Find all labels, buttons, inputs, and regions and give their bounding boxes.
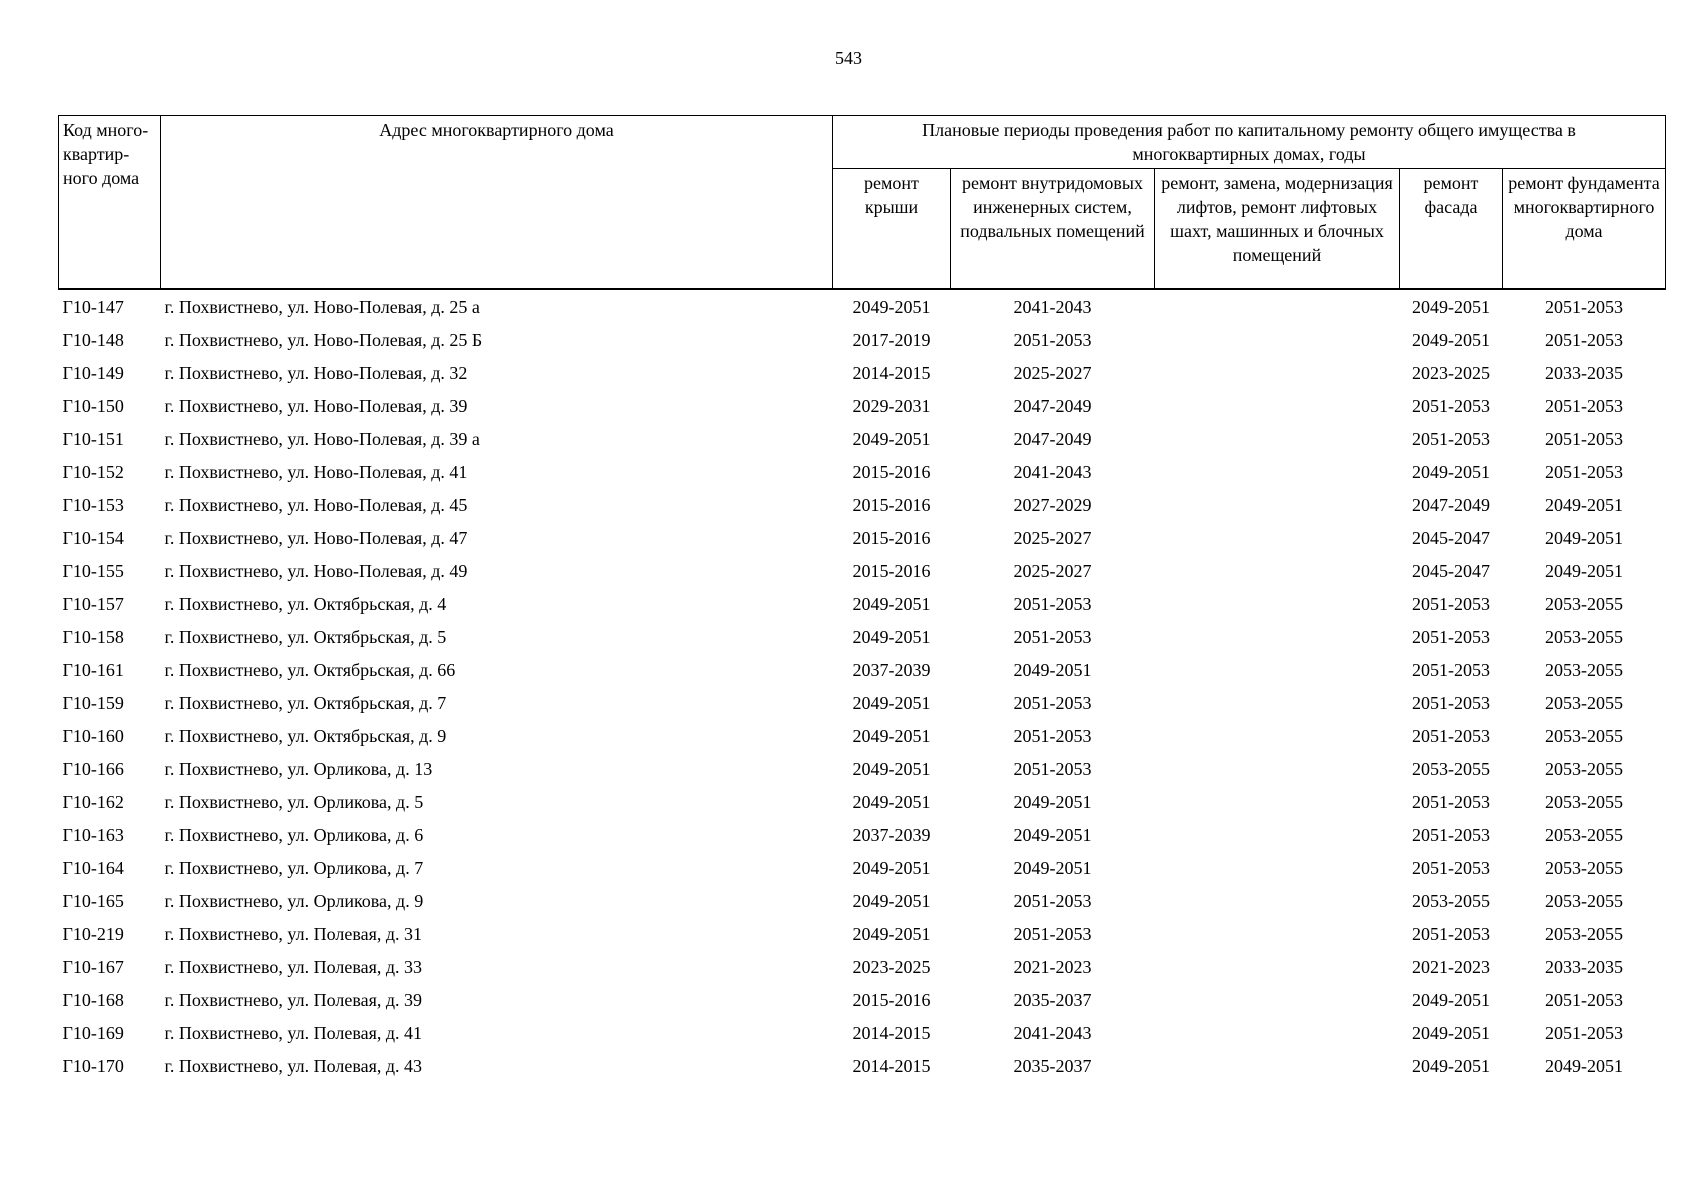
cell-facade: 2049-2051: [1412, 461, 1490, 482]
cell-lifts: [1155, 851, 1400, 884]
cell-facade: 2051-2053: [1412, 923, 1490, 944]
cell-systems: 2051-2053: [1013, 692, 1092, 713]
cell-systems: 2047-2049: [1013, 395, 1092, 416]
cell-address: г. Похвистнево, ул. Орликова, д. 9: [164, 890, 424, 911]
capital-repair-plan-table: [58, 115, 1666, 1082]
cell-roof: 2049-2051: [852, 890, 931, 911]
table-row: [59, 884, 1666, 917]
cell-lifts: [1155, 719, 1400, 752]
cell-address: г. Похвистнево, ул. Ново-Полевая, д. 45: [164, 494, 468, 515]
cell-foundation: 2051-2053: [1545, 395, 1623, 416]
cell-roof: 2049-2051: [852, 296, 931, 317]
table-row: [59, 719, 1666, 752]
cell-lifts: [1155, 950, 1400, 983]
cell-foundation: 2051-2053: [1545, 461, 1623, 482]
cell-foundation: 2053-2055: [1545, 791, 1623, 812]
cell-facade: 2047-2049: [1412, 494, 1490, 515]
cell-code: Г10-157: [62, 593, 124, 614]
header-foundation: ремонт фундамента многоквартирного дома: [1503, 169, 1666, 290]
header-facade: ремонт фасада: [1400, 169, 1503, 290]
cell-systems: 2021-2023: [1013, 956, 1092, 977]
table-row: [59, 785, 1666, 818]
cell-code: Г10-158: [62, 626, 124, 647]
cell-code: Г10-162: [62, 791, 124, 812]
cell-systems: 2041-2043: [1013, 1022, 1092, 1043]
cell-facade: 2049-2051: [1412, 296, 1490, 317]
cell-systems: 2025-2027: [1013, 560, 1092, 581]
cell-address: г. Похвистнево, ул. Ново-Полевая, д. 32: [164, 362, 468, 383]
table-body: [59, 289, 1666, 1082]
cell-facade: 2051-2053: [1412, 725, 1490, 746]
cell-systems: 2025-2027: [1013, 527, 1092, 548]
cell-facade: 2049-2051: [1412, 1055, 1490, 1076]
cell-lifts: [1155, 587, 1400, 620]
cell-code: Г10-170: [62, 1055, 124, 1076]
cell-lifts: [1155, 455, 1400, 488]
cell-systems: 2049-2051: [1013, 857, 1092, 878]
cell-roof: 2049-2051: [852, 791, 931, 812]
header-lifts: ремонт, замена, модернизация лифтов, ремонт лифтовых шахт, машинных и блочных помещений: [1155, 169, 1400, 290]
cell-lifts: [1155, 653, 1400, 686]
cell-address: г. Похвистнево, ул. Октябрьская, д. 4: [164, 593, 447, 614]
cell-roof: 2023-2025: [852, 956, 931, 977]
cell-facade: 2049-2051: [1412, 989, 1490, 1010]
table-row: [59, 455, 1666, 488]
cell-address: г. Похвистнево, ул. Орликова, д. 5: [164, 791, 424, 812]
table-row: [59, 554, 1666, 587]
cell-foundation: 2051-2053: [1545, 1022, 1623, 1043]
cell-foundation: 2049-2051: [1545, 560, 1623, 581]
cell-lifts: [1155, 686, 1400, 719]
cell-code: Г10-148: [62, 329, 124, 350]
cell-roof: 2049-2051: [852, 692, 931, 713]
cell-code: Г10-147: [62, 296, 124, 317]
cell-lifts: [1155, 1016, 1400, 1049]
cell-roof: 2049-2051: [852, 857, 931, 878]
cell-foundation: 2051-2053: [1545, 296, 1623, 317]
cell-foundation: 2053-2055: [1545, 758, 1623, 779]
cell-address: г. Похвистнево, ул. Ново-Полевая, д. 49: [164, 560, 468, 581]
cell-systems: 2041-2043: [1013, 296, 1092, 317]
cell-facade: 2051-2053: [1412, 857, 1490, 878]
cell-systems: 2041-2043: [1013, 461, 1092, 482]
cell-roof: 2017-2019: [852, 329, 931, 350]
cell-lifts: [1155, 818, 1400, 851]
cell-lifts: [1155, 785, 1400, 818]
cell-address: г. Похвистнево, ул. Полевая, д. 33: [164, 956, 423, 977]
table-row: [59, 851, 1666, 884]
cell-systems: 2049-2051: [1013, 791, 1092, 812]
cell-address: г. Похвистнево, ул. Полевая, д. 41: [164, 1022, 423, 1043]
cell-foundation: 2053-2055: [1545, 824, 1623, 845]
table-row: [59, 686, 1666, 719]
cell-roof: 2049-2051: [852, 725, 931, 746]
cell-facade: 2053-2055: [1412, 758, 1490, 779]
cell-code: Г10-161: [62, 659, 124, 680]
cell-foundation: 2053-2055: [1545, 725, 1623, 746]
cell-systems: 2051-2053: [1013, 329, 1092, 350]
table-header: [59, 116, 1666, 290]
table-row: [59, 620, 1666, 653]
cell-code: Г10-160: [62, 725, 124, 746]
table-row: [59, 950, 1666, 983]
header-code: Код много-квартир-ного дома: [59, 116, 161, 290]
table-row: [59, 653, 1666, 686]
cell-lifts: [1155, 983, 1400, 1016]
cell-lifts: [1155, 917, 1400, 950]
cell-address: г. Похвистнево, ул. Полевая, д. 39: [164, 989, 423, 1010]
cell-facade: 2021-2023: [1412, 956, 1490, 977]
cell-roof: 2049-2051: [852, 923, 931, 944]
cell-foundation: 2053-2055: [1545, 923, 1623, 944]
cell-code: Г10-169: [62, 1022, 124, 1043]
cell-foundation: 2051-2053: [1545, 428, 1623, 449]
cell-address: г. Похвистнево, ул. Орликова, д. 7: [164, 857, 424, 878]
cell-systems: 2051-2053: [1013, 890, 1092, 911]
cell-foundation: 2049-2051: [1545, 1055, 1623, 1076]
cell-systems: 2051-2053: [1013, 593, 1092, 614]
table-row: [59, 356, 1666, 389]
cell-address: г. Похвистнево, ул. Ново-Полевая, д. 39: [164, 395, 468, 416]
cell-foundation: 2049-2051: [1545, 494, 1623, 515]
cell-code: Г10-152: [62, 461, 124, 482]
header-roof: ремонт крыши: [833, 169, 951, 290]
cell-address: г. Похвистнево, ул. Ново-Полевая, д. 39 а: [164, 428, 480, 449]
page-number: 543: [835, 48, 862, 68]
cell-code: Г10-163: [62, 824, 124, 845]
cell-code: Г10-165: [62, 890, 124, 911]
cell-code: Г10-166: [62, 758, 124, 779]
cell-foundation: 2051-2053: [1545, 989, 1623, 1010]
cell-systems: 2049-2051: [1013, 659, 1092, 680]
cell-facade: 2049-2051: [1412, 1022, 1490, 1043]
cell-foundation: 2053-2055: [1545, 593, 1623, 614]
cell-code: Г10-149: [62, 362, 124, 383]
cell-code: Г10-155: [62, 560, 124, 581]
cell-code: Г10-168: [62, 989, 124, 1010]
cell-address: г. Похвистнево, ул. Орликова, д. 6: [164, 824, 424, 845]
cell-address: г. Похвистнево, ул. Октябрьская, д. 5: [164, 626, 447, 647]
cell-roof: 2015-2016: [852, 494, 931, 515]
cell-facade: 2045-2047: [1412, 560, 1490, 581]
table-row: [59, 1016, 1666, 1049]
cell-code: Г10-159: [62, 692, 124, 713]
cell-address: г. Похвистнево, ул. Ново-Полевая, д. 25 Б: [164, 329, 483, 350]
cell-roof: 2015-2016: [852, 461, 931, 482]
table-row: [59, 818, 1666, 851]
cell-code: Г10-151: [62, 428, 124, 449]
cell-address: г. Похвистнево, ул. Ново-Полевая, д. 25 а: [164, 296, 480, 317]
cell-address: г. Похвистнево, ул. Октябрьская, д. 66: [164, 659, 456, 680]
cell-systems: 2051-2053: [1013, 725, 1092, 746]
cell-roof: 2014-2015: [852, 362, 931, 383]
cell-foundation: 2049-2051: [1545, 527, 1623, 548]
cell-address: г. Похвистнево, ул. Октябрьская, д. 7: [164, 692, 447, 713]
header-engineering-systems: ремонт внутридомовых инженерных систем, подвальных помещений: [951, 169, 1155, 290]
cell-address: г. Похвистнево, ул. Полевая, д. 43: [164, 1055, 423, 1076]
table-row: [59, 488, 1666, 521]
cell-lifts: [1155, 884, 1400, 917]
cell-facade: 2051-2053: [1412, 395, 1490, 416]
cell-address: г. Похвистнево, ул. Октябрьская, д. 9: [164, 725, 447, 746]
cell-facade: 2051-2053: [1412, 791, 1490, 812]
cell-systems: 2035-2037: [1013, 1055, 1092, 1076]
cell-foundation: 2051-2053: [1545, 329, 1623, 350]
cell-facade: 2023-2025: [1412, 362, 1490, 383]
cell-lifts: [1155, 356, 1400, 389]
cell-systems: 2027-2029: [1013, 494, 1092, 515]
table-row: [59, 1049, 1666, 1082]
cell-roof: 2049-2051: [852, 593, 931, 614]
cell-roof: 2029-2031: [852, 395, 931, 416]
cell-lifts: [1155, 488, 1400, 521]
cell-roof: 2049-2051: [852, 758, 931, 779]
cell-lifts: [1155, 289, 1400, 323]
cell-roof: 2015-2016: [852, 989, 931, 1010]
cell-systems: 2035-2037: [1013, 989, 1092, 1010]
cell-facade: 2053-2055: [1412, 890, 1490, 911]
cell-lifts: [1155, 752, 1400, 785]
cell-lifts: [1155, 389, 1400, 422]
cell-facade: 2051-2053: [1412, 428, 1490, 449]
cell-systems: 2047-2049: [1013, 428, 1092, 449]
cell-systems: 2049-2051: [1013, 824, 1092, 845]
cell-address: г. Похвистнево, ул. Ново-Полевая, д. 47: [164, 527, 468, 548]
cell-lifts: [1155, 554, 1400, 587]
header-address: Адрес многоквартирного дома: [161, 116, 833, 290]
cell-code: Г10-164: [62, 857, 124, 878]
cell-foundation: 2053-2055: [1545, 692, 1623, 713]
cell-foundation: 2053-2055: [1545, 626, 1623, 647]
cell-address: г. Похвистнево, ул. Полевая, д. 31: [164, 923, 423, 944]
cell-code: Г10-153: [62, 494, 124, 515]
cell-systems: 2051-2053: [1013, 923, 1092, 944]
cell-roof: 2015-2016: [852, 560, 931, 581]
table-row: [59, 587, 1666, 620]
cell-systems: 2051-2053: [1013, 758, 1092, 779]
cell-roof: 2014-2015: [852, 1055, 931, 1076]
cell-facade: 2051-2053: [1412, 593, 1490, 614]
cell-facade: 2051-2053: [1412, 626, 1490, 647]
cell-lifts: [1155, 1049, 1400, 1082]
cell-foundation: 2033-2035: [1545, 956, 1623, 977]
cell-code: Г10-154: [62, 527, 124, 548]
table-row: [59, 289, 1666, 323]
cell-foundation: 2033-2035: [1545, 362, 1623, 383]
cell-facade: 2051-2053: [1412, 659, 1490, 680]
table-row: [59, 521, 1666, 554]
cell-facade: 2051-2053: [1412, 692, 1490, 713]
cell-code: Г10-150: [62, 395, 124, 416]
cell-foundation: 2053-2055: [1545, 659, 1623, 680]
cell-facade: 2045-2047: [1412, 527, 1490, 548]
cell-roof: 2049-2051: [852, 428, 931, 449]
table-row: [59, 323, 1666, 356]
cell-systems: 2051-2053: [1013, 626, 1092, 647]
cell-lifts: [1155, 620, 1400, 653]
cell-foundation: 2053-2055: [1545, 890, 1623, 911]
table-row: [59, 752, 1666, 785]
header-planned-periods: Плановые периоды проведения работ по капитальному ремонту общего имущества в многоквартирных домах, годы: [833, 116, 1666, 169]
cell-roof: 2049-2051: [852, 626, 931, 647]
cell-lifts: [1155, 323, 1400, 356]
cell-code: Г10-219: [62, 923, 124, 944]
cell-systems: 2025-2027: [1013, 362, 1092, 383]
table-row: [59, 917, 1666, 950]
cell-roof: 2037-2039: [852, 659, 931, 680]
cell-address: г. Похвистнево, ул. Орликова, д. 13: [164, 758, 433, 779]
cell-code: Г10-167: [62, 956, 124, 977]
cell-address: г. Похвистнево, ул. Ново-Полевая, д. 41: [164, 461, 468, 482]
table-row: [59, 389, 1666, 422]
table-row: [59, 983, 1666, 1016]
cell-lifts: [1155, 521, 1400, 554]
cell-roof: 2037-2039: [852, 824, 931, 845]
cell-facade: 2051-2053: [1412, 824, 1490, 845]
cell-foundation: 2053-2055: [1545, 857, 1623, 878]
cell-roof: 2014-2015: [852, 1022, 931, 1043]
table-row: [59, 422, 1666, 455]
cell-facade: 2049-2051: [1412, 329, 1490, 350]
cell-lifts: [1155, 422, 1400, 455]
cell-roof: 2015-2016: [852, 527, 931, 548]
